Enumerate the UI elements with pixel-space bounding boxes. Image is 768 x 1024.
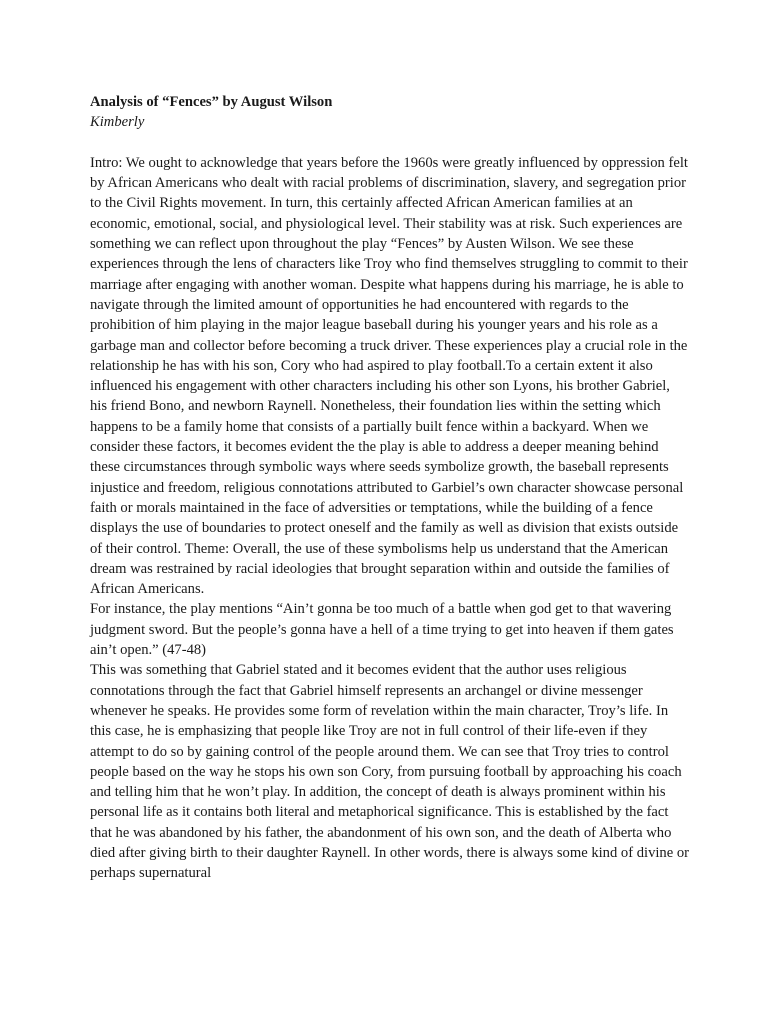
paragraph-analysis: This was something that Gabriel stated and it becomes evident that the author uses religious connotations through the fact that Gabriel himself represents an archangel or divine messenger whenever he speaks. He provides some form of revelation within the main character, Troy’s life. In this case, he is emphasizing that people like Troy are not in full control of their life-even if they attempt to do so by gaining control of the people around them. We can see that Troy tries to control people based on the way he stops his own son Cory, from pursuing football by approaching his coach and telling him that he won’t play. In addition, the concept of death is always prominent within his personal life as it contains both literal and metaphorical significance. This is established by the fact that he was abandoned by his father, the abandonment of his own son, and the death of Alberta who died after giving birth to their daughter Raynell. In other words, there is always some kind of divine or perhaps supernatural	[90, 662, 690, 882]
document-title: Analysis of “Fences” by August Wilson	[90, 94, 333, 110]
document-page	[90, 92, 690, 884]
paragraph-intro: Intro: We ought to acknowledge that years before the 1960s were greatly influenced by oppression felt by African Americans who dealt with racial problems of discrimination, slavery, and segregation prior to the Civil Rights movement. In turn, this certainly affected African American families at an economic, emotional, social, and physiological level. Their stability was at risk. Such experiences are something we can reflect upon throughout the play “Fences” by Austen Wilson. We see these experiences through the lens of characters like Troy who find themselves struggling to commit to their marriage after engaging with another woman. Despite what happens during his marriage, he is able to navigate through the limited amount of opportunities he had encountered with regards to the prohibition of him playing in the major league baseball during his younger years and his role as a garbage man and collector before becoming a truck driver. These experiences play a crucial role in the relationship he has with his son, Cory who had aspired to play football.To a certain extent it also influenced his engagement with other characters including his other son Lyons, his brother Gabriel, his friend Bono, and newborn Raynell. Nonetheless, their foundation lies within the setting which happens to be a family home that consists of a partially built fence within a backyard. When we consider these factors, it becomes evident the the play is able to address a deeper meaning behind these circumstances through symbolic ways where seeds symbolize growth, the baseball represents injustice and freedom, religious connotations attributed to Garbiel’s own character showcase personal faith or morals maintained in the face of adversities or temptations, while the building of a fence displays the use of boundaries to protect oneself and the family as well as division that exists outside of their control. Theme: Overall, the use of these symbolisms help us understand that the American dream was restrained by racial ideologies that brought separation within and outside the families of African Americans.	[90, 154, 688, 598]
paragraph-quote: For instance, the play mentions “Ain’t gonna be too much of a battle when god get to that wavering judgment sword. But the people’s gonna have a hell of a time trying to get into heaven if them gates ain’t open.” (47-48)	[90, 601, 674, 659]
document-author: Kimberly	[90, 114, 145, 131]
